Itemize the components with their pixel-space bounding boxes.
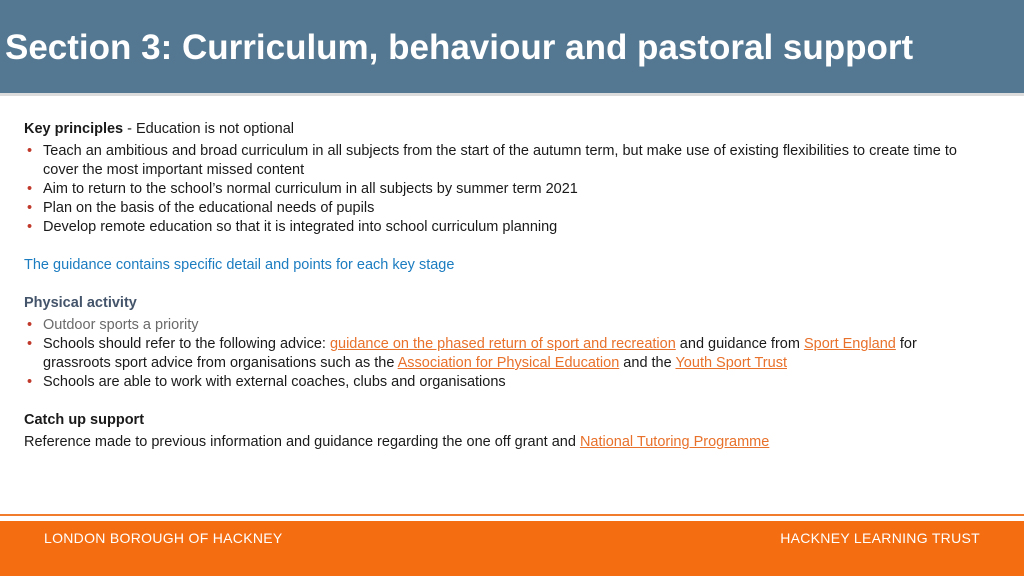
- physical-activity-heading: Physical activity: [24, 295, 137, 311]
- list-item-text: Outdoor sports a priority: [43, 317, 199, 333]
- bullet-icon: •: [27, 181, 33, 197]
- list-item: [24, 218, 984, 237]
- list-item-text: and guidance from: [675, 336, 804, 352]
- youth-sport-trust-link[interactable]: Youth Sport Trust: [675, 355, 787, 371]
- key-principles-heading-line: [24, 120, 984, 139]
- afpe-link[interactable]: Association for Physical Education: [397, 355, 620, 371]
- footer-divider: [0, 514, 1024, 516]
- list-item-text: Plan on the basis of the educational needs of pupils: [43, 200, 375, 216]
- bullet-icon: •: [27, 143, 33, 159]
- list-item: [24, 316, 984, 335]
- title-bar: [0, 0, 1024, 93]
- list-item-text: Teach an ambitious and broad curriculum in all subjects from the start of the autumn term, but make use of existing flexibilities to create time to cover the most important missed content: [43, 143, 957, 178]
- key-principles-heading: Key principles: [24, 121, 124, 137]
- list-item-text: Develop remote education so that it is integrated into school curriculum planning: [43, 219, 558, 235]
- page-title: Section 3: Curriculum, behaviour and pastoral support: [5, 28, 914, 67]
- key-principles-list: [24, 142, 984, 237]
- list-item-text: Schools should refer to the following advice:: [43, 336, 330, 352]
- key-principles-subheading: - Education is not optional: [123, 121, 295, 137]
- physical-activity-list: [24, 316, 984, 392]
- spacer: [24, 275, 984, 294]
- list-item-text: Schools are able to work with external coaches, clubs and organisations: [43, 374, 506, 390]
- sport-recreation-guidance-link[interactable]: guidance on the phased return of sport and recreation: [329, 336, 676, 352]
- list-item: [24, 199, 984, 218]
- catch-up-heading: Catch up support: [24, 412, 145, 428]
- bullet-icon: •: [27, 336, 33, 352]
- list-item-text: for grassroots sport advice from organisations such as the: [43, 336, 917, 371]
- guidance-note: The guidance contains specific detail and points for each key stage: [24, 257, 455, 273]
- footer-bar: [0, 521, 1024, 576]
- list-item: [24, 180, 984, 199]
- header-divider: [0, 93, 1024, 96]
- list-item-text: and the: [619, 355, 676, 371]
- footer-left-label: LONDON BOROUGH OF HACKNEY: [44, 530, 283, 546]
- slide-content: [24, 120, 984, 452]
- list-item-text: Aim to return to the school’s normal curriculum in all subjects by summer term 2021: [43, 181, 578, 197]
- bullet-icon: •: [27, 317, 33, 333]
- list-item: [24, 142, 984, 180]
- national-tutoring-programme-link[interactable]: National Tutoring Programme: [579, 434, 770, 450]
- list-item: [24, 335, 984, 373]
- catch-up-paragraph: [24, 433, 984, 452]
- spacer: [24, 237, 984, 256]
- list-item: [24, 373, 984, 392]
- footer-right-label: HACKNEY LEARNING TRUST: [780, 530, 980, 546]
- sport-england-link[interactable]: Sport England: [803, 336, 896, 352]
- spacer: [24, 392, 984, 411]
- catch-up-text: Reference made to previous information and guidance regarding the one off grant and: [24, 434, 580, 450]
- bullet-icon: •: [27, 200, 33, 216]
- bullet-icon: •: [27, 219, 33, 235]
- bullet-icon: •: [27, 374, 33, 390]
